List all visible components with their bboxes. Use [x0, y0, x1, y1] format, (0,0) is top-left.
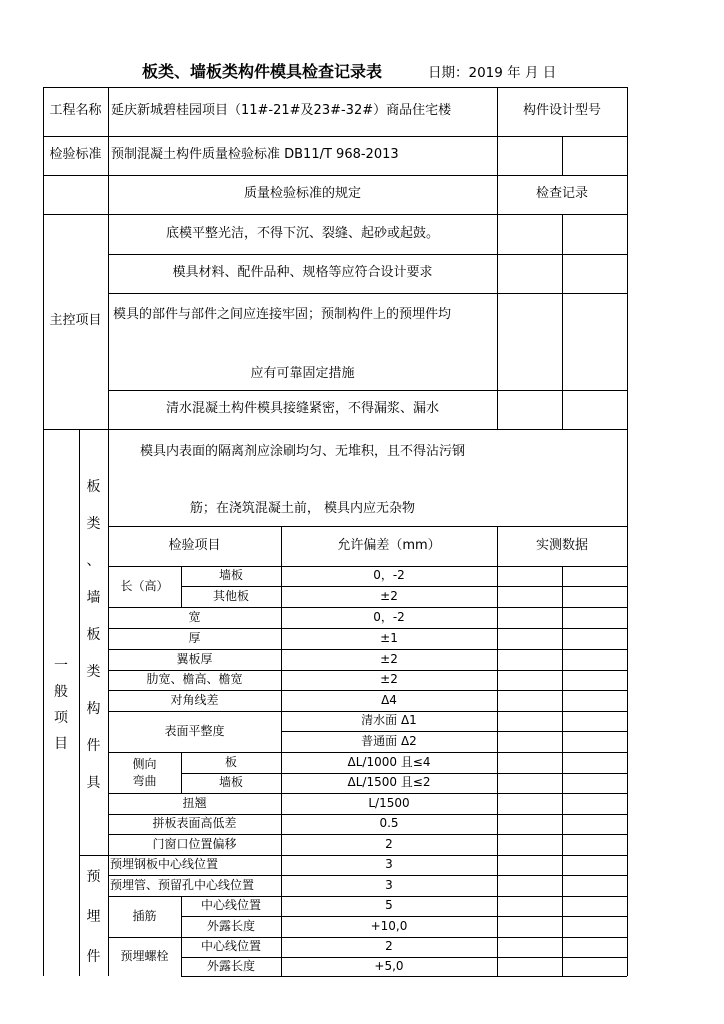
bend-wall-tolerance: ΔL/1500 且≤2 [347, 775, 431, 790]
main-control-item: 清水混凝土构件模具接缝紧密，不得漏浆、漏水 [165, 401, 439, 417]
main-control-label: 主控项目 [49, 313, 102, 329]
bend-plate-label: 板 [224, 754, 237, 769]
thickness-tolerance: ±1 [380, 630, 398, 645]
rebar-length-label: 外露长度 [206, 918, 255, 933]
twist-label: 扭翘 [182, 795, 207, 810]
window-label: 门窗口位置偏移 [152, 836, 237, 851]
bolt-label: 预埋螺栓 [120, 948, 169, 963]
length-wall-label: 墙板 [218, 568, 243, 583]
main-control-item: 模具的部件与部件之间应连接牢固；预制构件上的预埋件均 [113, 306, 452, 322]
window-tolerance: 2 [385, 836, 393, 851]
panel-label-char: 件 [86, 737, 101, 754]
bend-plate-tolerance: ΔL/1000 且≤4 [347, 754, 431, 769]
tolerance-header: 允许偏差（mm） [337, 537, 441, 553]
bolt-center-tolerance: 2 [385, 939, 393, 954]
side-bend-label [108, 752, 181, 793]
side-bend-line2: 弯曲 [132, 773, 157, 788]
panel-label-char: 墙 [86, 589, 101, 606]
record-header: 检查记录 [535, 186, 588, 202]
panel-label-char: 板 [86, 626, 101, 643]
panel-label-char: 板 [86, 478, 101, 495]
rebar-center-tolerance: 5 [385, 898, 393, 913]
rib-tolerance: ±2 [380, 672, 398, 687]
release-agent-line2: 筋；在浇筑混凝土前， 模具内应无杂物 [189, 500, 416, 516]
panel-label-char: 类 [86, 515, 101, 532]
length-label: 长（高） [120, 578, 169, 593]
project-name-label: 工程名称 [49, 103, 102, 119]
general-label-char: 一 [54, 658, 68, 674]
length-wall-tolerance: 0，-2 [373, 568, 405, 583]
rib-label: 肋宽、檐高、檐宽 [146, 672, 243, 687]
panel-label-char: 、 [86, 552, 101, 569]
bolt-length-label: 外露长度 [206, 958, 255, 973]
flatness-clear-tolerance: 清水面 Δ1 [361, 713, 417, 728]
main-control-item: 应有可靠固定措施 [250, 365, 355, 381]
date-label: 日期：2019 年 月 日 [428, 65, 557, 81]
side-bend-line1: 侧向 [132, 756, 157, 771]
panel-label-char: 类 [86, 663, 101, 680]
table-rule [108, 293, 627, 294]
length-other-label: 其他板 [212, 588, 249, 603]
bolt-length-tolerance: +5,0 [374, 958, 404, 973]
rebar-label: 插筋 [132, 908, 157, 923]
table-rule [627, 87, 628, 976]
length-other-tolerance: ±2 [380, 588, 398, 603]
flange-label: 翼板厚 [176, 651, 213, 666]
document-title: 板类、墙板类构件模具检查记录表 [142, 62, 383, 81]
bend-wall-label: 墙板 [218, 775, 243, 790]
standard-label: 检验标准 [49, 147, 102, 163]
table-rule [562, 214, 563, 429]
design-model-label: 构件设计型号 [522, 103, 601, 119]
panel-label-char: 构 [86, 700, 101, 717]
table-rule [497, 526, 498, 976]
project-name-value: 延庆新城碧桂园项目（11#-21#及23#-32#）商品住宅楼 [111, 103, 452, 119]
steel-plate-tolerance: 3 [385, 857, 393, 872]
main-control-item: 模具材料、配件品种、规格等应符合设计要求 [172, 265, 433, 281]
flange-tolerance: ±2 [380, 651, 398, 666]
width-label: 宽 [188, 609, 201, 624]
rebar-center-label: 中心线位置 [200, 898, 261, 913]
table-rule [181, 976, 627, 977]
table-rule [43, 429, 627, 430]
main-control-item: 底模平整光洁，不得下沉、裂缝、起砂或起鼓。 [165, 225, 439, 241]
measured-data-header: 实测数据 [535, 537, 588, 553]
thickness-label: 厚 [188, 630, 201, 645]
diagonal-label: 对角线差 [170, 692, 219, 707]
bolt-center-label: 中心线位置 [200, 939, 261, 954]
twist-tolerance: L/1500 [368, 795, 410, 810]
table-rule [562, 566, 563, 976]
pipe-label: 预埋管、预留孔中心线位置 [110, 877, 255, 892]
diagonal-tolerance: Δ4 [381, 692, 397, 707]
embedded-parts-label [79, 858, 108, 976]
embedded-label-char: 件 [86, 949, 101, 965]
embedded-label-char: 预 [86, 869, 101, 885]
requirements-header: 质量检验标准的规定 [243, 186, 361, 202]
general-label-char: 般 [54, 684, 68, 700]
release-agent-line1: 模具内表面的隔离剂应涂刷均匀、无堆积，且不得沾污钢 [139, 443, 465, 459]
joint-tolerance: 0.5 [379, 816, 399, 831]
general-label-char: 项 [54, 710, 68, 726]
width-tolerance: 0，-2 [373, 609, 405, 624]
inspection-item-header: 检验项目 [168, 537, 221, 553]
general-label-char: 目 [54, 736, 68, 752]
panel-formwork-label [79, 468, 108, 802]
rebar-length-tolerance: +10,0 [370, 918, 408, 933]
table-rule [497, 87, 498, 429]
general-items-label [43, 630, 79, 780]
embedded-label-char: 埋 [86, 909, 101, 925]
flatness-label: 表面平整度 [164, 723, 225, 738]
pipe-tolerance: 3 [385, 877, 393, 892]
steel-plate-label: 预埋钢板中心线位置 [110, 857, 219, 872]
standard-value: 预制混凝土构件质量检验标准 DB11/T 968-2013 [111, 147, 399, 163]
joint-label: 拼板表面高低差 [152, 816, 237, 831]
panel-label-char: 具 [86, 774, 101, 791]
flatness-normal-tolerance: 普通面 Δ2 [361, 733, 417, 748]
table-rule [562, 136, 563, 175]
